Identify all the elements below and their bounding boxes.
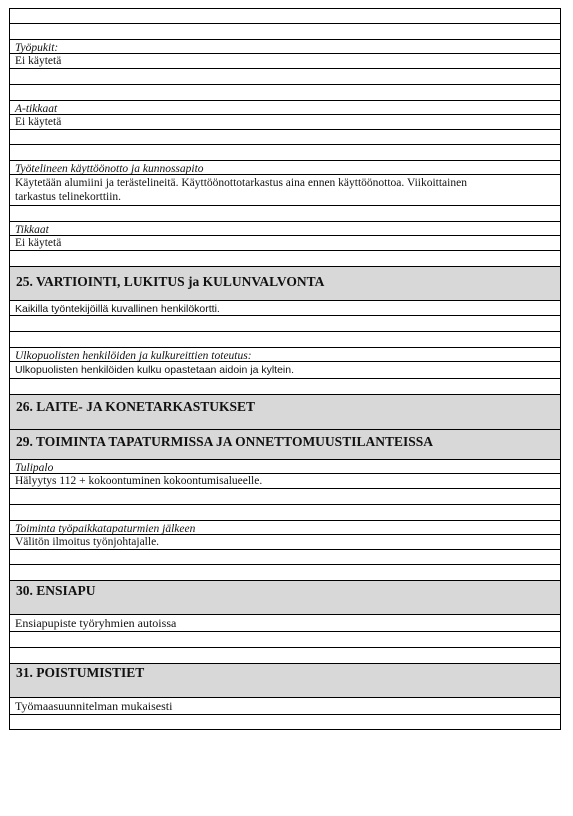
section-30-text: Ensiapupiste työryhmien autoissa [10,615,560,632]
blank-row [10,8,560,24]
blank-row [10,648,560,664]
atikkaat-value: Ei käytetä [10,115,560,130]
tulipalo-label: Tulipalo [10,460,560,474]
section-31-text: Työmaasuunnitelman mukaisesti [10,698,560,715]
blank-row [10,251,560,267]
section-29-heading [10,430,560,460]
section-25-heading [10,267,560,301]
tapaturma-value: Välitön ilmoitus työnjohtajalle. [10,535,560,550]
blank-row [10,505,560,521]
tyopukit-value: Ei käytetä [10,54,560,69]
tulipalo-value: Hälyytys 112 + kokoontuminen kokoontumisalueelle. [10,474,560,489]
blank-row [10,145,560,161]
section-25-text: Kaikilla työntekijöillä kuvallinen henkilökortti. [10,301,560,316]
telineet-value-line1: Käytetään alumiini ja terästelineitä. Käyttöönottotarkastus aina ennen käyttöönottoa. Viikoittainen [15,177,467,189]
tikkaat-label: Tikkaat [10,222,560,236]
blank-row [10,85,560,101]
blank-row [10,206,560,222]
tyopukit-label: Työpukit: [10,40,560,54]
blank-row [10,316,560,332]
section-30-title: 30. ENSIAPU [16,583,96,598]
blank-row [10,715,560,730]
section-31-title: 31. POISTUMISTIET [16,665,145,680]
telineet-label: Työtelineen käyttöönotto ja kunnossapito [10,161,560,175]
telineet-value [10,175,560,206]
ulkopuoliset-label: Ulkopuolisten henkilöiden ja kulkureittien toteutus: [10,348,560,362]
blank-row [10,379,560,395]
section-30-heading [10,581,560,615]
blank-row [10,550,560,565]
tikkaat-value: Ei käytetä [10,236,560,251]
blank-row [10,332,560,348]
blank-row [10,489,560,505]
telineet-value-line2: tarkastus telinekorttiin. [15,191,122,203]
atikkaat-label: A-tikkaat [10,101,560,115]
blank-row [10,130,560,145]
document-form [9,8,561,730]
blank-row [10,565,560,581]
section-25-title: 25. VARTIOINTI, LUKITUS ja KULUNVALVONTA [16,274,325,289]
blank-row [10,632,560,648]
ulkopuoliset-value: Ulkopuolisten henkilöiden kulku opastetaan aidoin ja kyltein. [10,362,560,379]
section-29-title: 29. TOIMINTA TAPATURMISSA JA ONNETTOMUUSTILANTEISSA [16,434,433,449]
section-26-title: 26. LAITE- JA KONETARKASTUKSET [16,399,256,414]
blank-row [10,24,560,40]
section-31-heading [10,664,560,698]
tapaturma-label: Toiminta työpaikkatapaturmien jälkeen [10,521,560,535]
blank-row [10,69,560,85]
section-26-heading [10,395,560,430]
